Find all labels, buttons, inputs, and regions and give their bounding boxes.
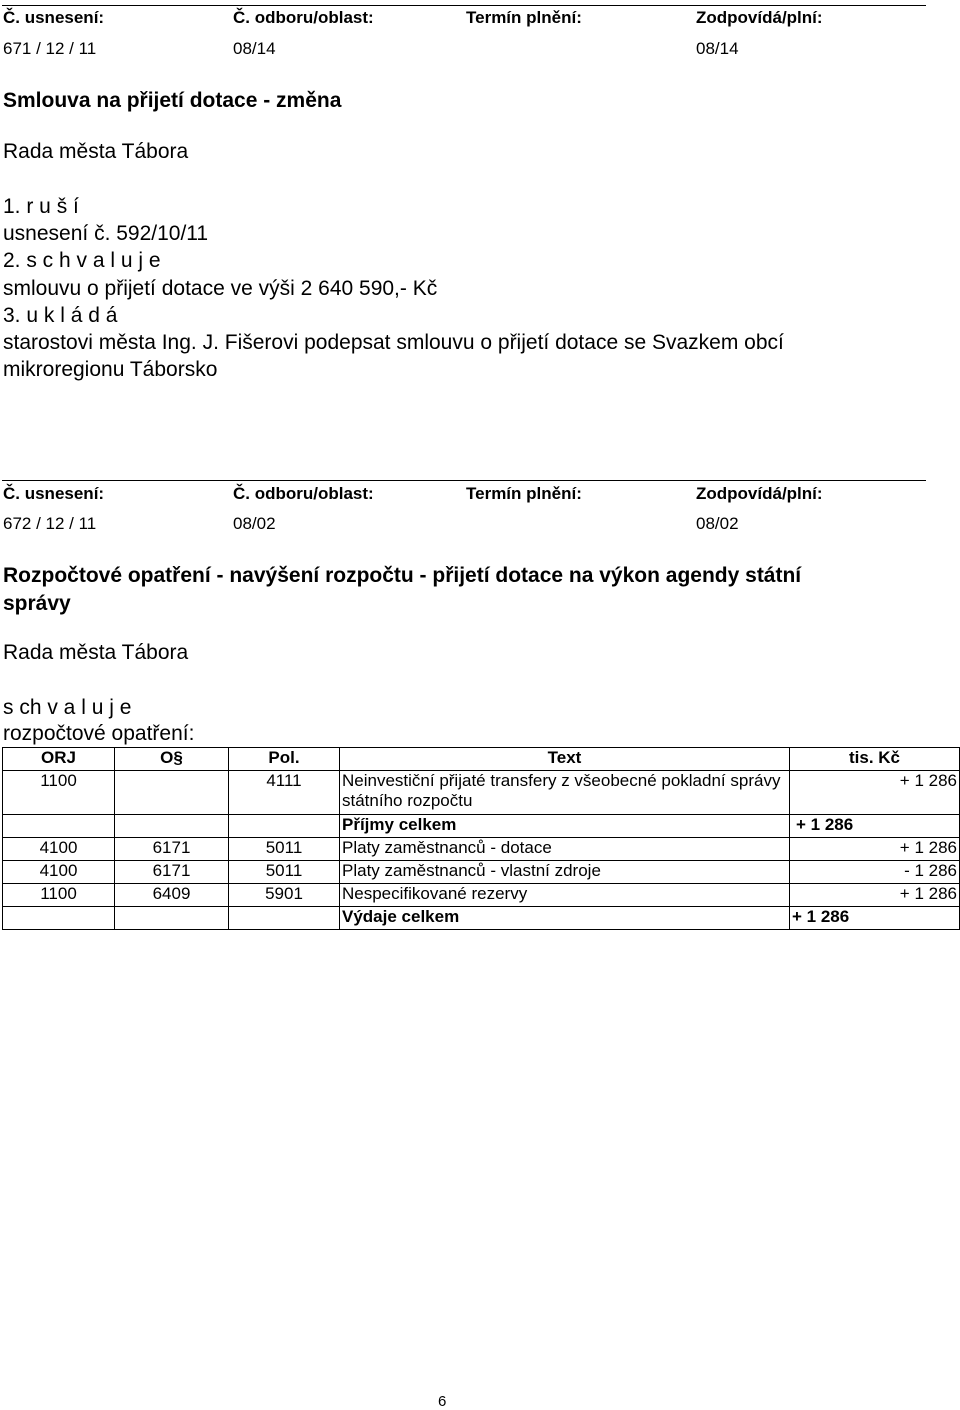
resolution-line: 2. s c h v a l u j e bbox=[3, 249, 161, 272]
cell-orj: 1100 bbox=[3, 771, 115, 815]
resolution-title-continued: správy bbox=[3, 592, 71, 615]
cell-paragraf: 6171 bbox=[115, 861, 229, 884]
resolution-line: 1. r u š í bbox=[3, 195, 79, 218]
cell-paragraf bbox=[115, 815, 229, 838]
resolution-subject: rozpočtové opatření: bbox=[3, 722, 195, 745]
cell-orj bbox=[3, 815, 115, 838]
label-zodpovida: Zodpovídá/plní: bbox=[696, 484, 823, 503]
table-row bbox=[3, 861, 960, 884]
label-cislo-usneseni: Č. usnesení: bbox=[3, 8, 105, 27]
council-name: Rada města Tábora bbox=[3, 641, 189, 664]
label-termin-plneni: Termín plnění: bbox=[466, 484, 582, 503]
table-row bbox=[3, 838, 960, 861]
cell-amount: + 1 286 bbox=[790, 907, 960, 930]
page-number: 6 bbox=[438, 1393, 447, 1410]
cell-text: Nespecifikované rezervy bbox=[340, 884, 790, 907]
label-cislo-odboru: Č. odboru/oblast: bbox=[233, 8, 374, 27]
council-name: Rada města Tábora bbox=[3, 140, 189, 163]
resolution-number: 672 / 12 / 11 bbox=[3, 514, 97, 533]
table-row-total bbox=[3, 815, 960, 838]
responsible: 08/14 bbox=[696, 39, 739, 58]
cell-polozka: 5901 bbox=[229, 884, 340, 907]
header-rule bbox=[2, 5, 926, 6]
cell-orj: 4100 bbox=[3, 838, 115, 861]
table-row bbox=[3, 884, 960, 907]
resolution-line: 3. u k l á d á bbox=[3, 304, 118, 327]
table-header-row bbox=[3, 748, 960, 771]
cell-orj: 1100 bbox=[3, 884, 115, 907]
responsible: 08/02 bbox=[696, 514, 739, 533]
resolution-number: 671 / 12 / 11 bbox=[3, 39, 97, 58]
col-text-header: Text bbox=[340, 748, 790, 771]
cell-text: Příjmy celkem bbox=[340, 815, 790, 838]
table-row bbox=[3, 771, 960, 815]
department-number: 08/14 bbox=[233, 39, 276, 58]
resolution-action: s ch v a l u j e bbox=[3, 696, 132, 719]
cell-amount: + 1 286 bbox=[790, 884, 960, 907]
cell-polozka: 5011 bbox=[229, 861, 340, 884]
label-cislo-odboru: Č. odboru/oblast: bbox=[233, 484, 374, 503]
table-row-total bbox=[3, 907, 960, 930]
cell-orj bbox=[3, 907, 115, 930]
cell-amount: + 1 286 bbox=[790, 815, 960, 838]
cell-orj: 4100 bbox=[3, 861, 115, 884]
header-rule bbox=[2, 480, 926, 481]
budget-table bbox=[2, 747, 960, 930]
col-paragraf-header: O§ bbox=[115, 748, 229, 771]
cell-text: Neinvestiční přijaté transfery z všeobecné pokladní správy státního rozpočtu bbox=[340, 771, 790, 815]
resolution-title: Smlouva na přijetí dotace - změna bbox=[3, 89, 342, 112]
cell-text: Výdaje celkem bbox=[340, 907, 790, 930]
label-cislo-usneseni: Č. usnesení: bbox=[3, 484, 105, 503]
cell-paragraf bbox=[115, 907, 229, 930]
cell-amount: - 1 286 bbox=[790, 861, 960, 884]
col-amount-header: tis. Kč bbox=[790, 748, 960, 771]
cell-paragraf: 6171 bbox=[115, 838, 229, 861]
cell-polozka: 4111 bbox=[229, 771, 340, 815]
cell-polozka: 5011 bbox=[229, 838, 340, 861]
cell-amount: + 1 286 bbox=[790, 838, 960, 861]
resolution-title: Rozpočtové opatření - navýšení rozpočtu - přijetí dotace na výkon agendy státní bbox=[3, 564, 802, 587]
col-orj-header: ORJ bbox=[3, 748, 115, 771]
cell-paragraf: 6409 bbox=[115, 884, 229, 907]
resolution-line: mikroregionu Táborsko bbox=[3, 358, 218, 381]
cell-text: Platy zaměstnanců - vlastní zdroje bbox=[340, 861, 790, 884]
department-number: 08/02 bbox=[233, 514, 276, 533]
cell-paragraf bbox=[115, 771, 229, 815]
cell-polozka bbox=[229, 815, 340, 838]
cell-polozka bbox=[229, 907, 340, 930]
col-polozka-header: Pol. bbox=[229, 748, 340, 771]
label-zodpovida: Zodpovídá/plní: bbox=[696, 8, 823, 27]
label-termin-plneni: Termín plnění: bbox=[466, 8, 582, 27]
cell-amount: + 1 286 bbox=[790, 771, 960, 815]
cell-text: Platy zaměstnanců - dotace bbox=[340, 838, 790, 861]
resolution-line: starostovi města Ing. J. Fišerovi podepsat smlouvu o přijetí dotace se Svazkem obcí bbox=[3, 331, 784, 354]
resolution-line: smlouvu o přijetí dotace ve výši 2 640 590,- Kč bbox=[3, 277, 438, 300]
resolution-line: usnesení č. 592/10/11 bbox=[3, 222, 209, 245]
